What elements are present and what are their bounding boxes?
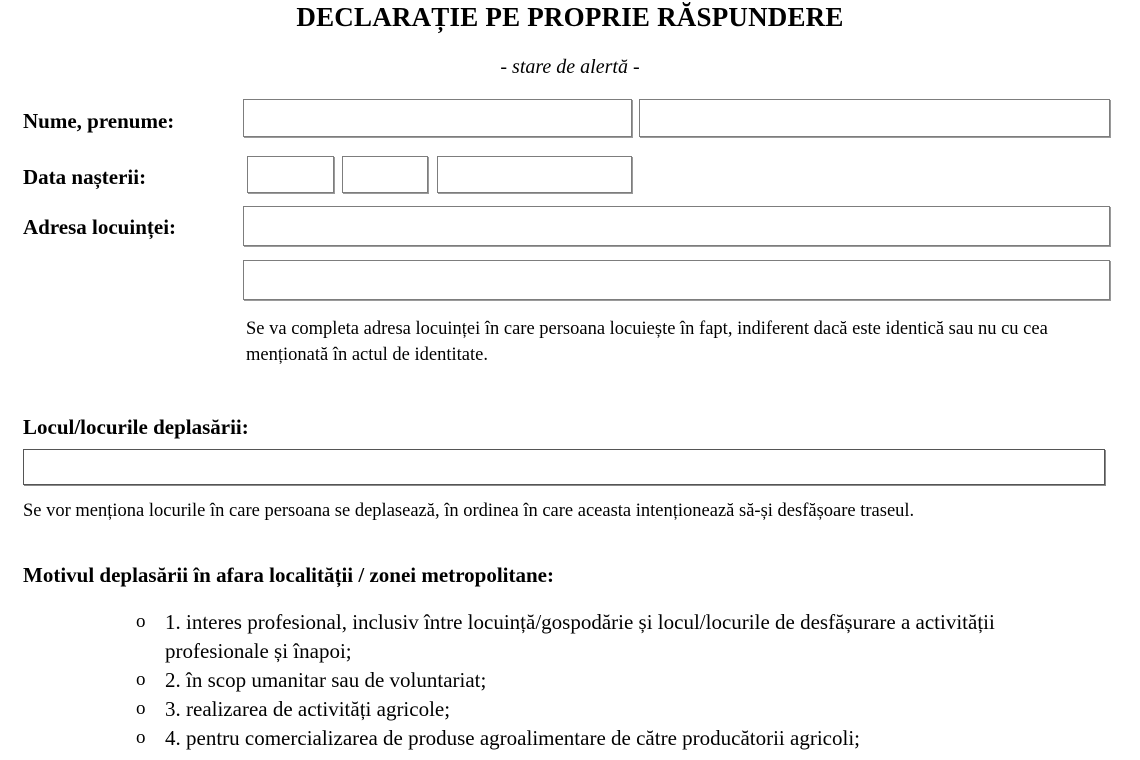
label-adresa-locuintei: Adresa locuinței: [23,215,177,239]
note-adresa: Se va completa adresa locuinței în care persoana locuiește în fapt, indiferent dacă este identică sau nu cu cea menționată în actul de identitate. [246,319,1048,366]
heading-motivul-deplasarii: Motivul deplasării în afara localității / zonei metropolitane: [23,563,554,587]
motive-option-label: 2. în scop umanitar sau de voluntariat; [165,667,487,692]
input-data-nasterii-zi[interactable] [247,156,334,193]
motive-option-label: 1. interes profesional, inclusiv între locuință/gospodărie și locul/locurile de desfășurare a activității profesionale și înapoi; [165,610,995,663]
input-nume[interactable] [243,99,632,137]
input-prenume[interactable] [639,99,1110,137]
motive-list [0,608,1140,753]
label-data-nasterii: Data nașterii: [23,165,147,189]
motive-option[interactable] [0,724,1095,753]
input-adresa-linia-1[interactable] [243,206,1110,246]
input-adresa-linia-2[interactable] [243,260,1110,300]
circle-bullet-icon: o [136,611,146,632]
motive-option-label: 3. realizarea de activități agricole; [165,696,451,721]
motive-option[interactable] [0,608,1095,666]
motive-option-label: 4. pentru comercializarea de produse agroalimentare de către producătorii agricoli; [165,725,860,750]
circle-bullet-icon: o [136,697,146,719]
document-title: DECLARAȚIE PE PROPRIE RĂSPUNDERE [296,2,844,32]
label-nume-prenume: Nume, prenume: [23,109,175,133]
motive-option[interactable] [0,695,1095,724]
input-data-nasterii-an[interactable] [437,156,632,193]
circle-bullet-icon: o [136,726,146,748]
document-subtitle: - stare de alertă - [500,56,640,78]
input-locul-deplasarii[interactable] [23,449,1105,485]
motive-option[interactable] [0,666,1095,695]
circle-bullet-icon: o [136,668,146,690]
input-data-nasterii-luna[interactable] [342,156,428,193]
heading-locul-deplasarii: Locul/locurile deplasării: [23,415,249,439]
note-locul-deplasarii: Se vor menționa locurile în care persoana se deplasează, în ordinea în care aceasta intenționează să-și desfășoare traseul. [23,501,915,521]
